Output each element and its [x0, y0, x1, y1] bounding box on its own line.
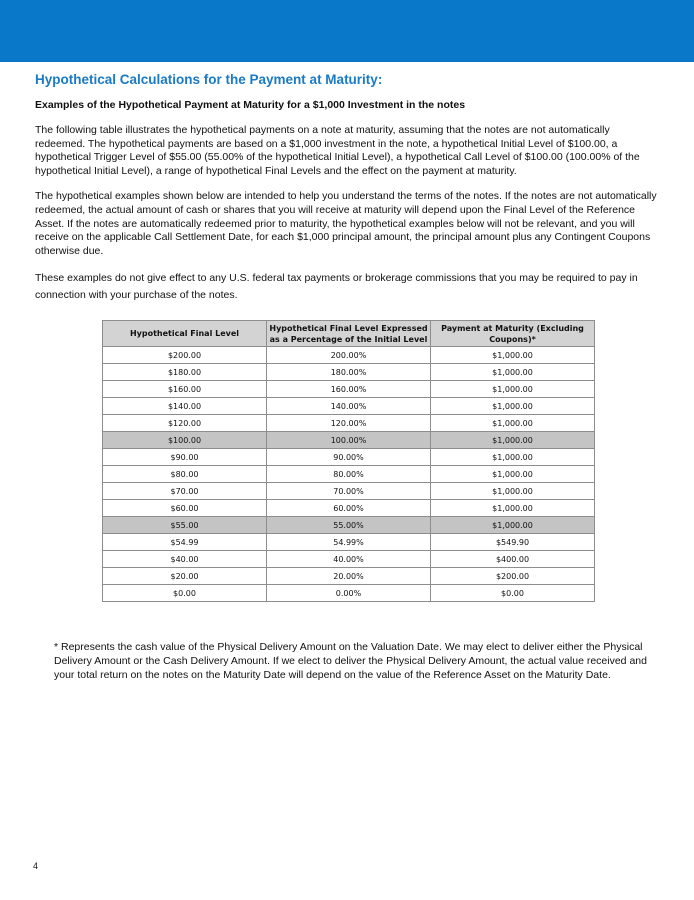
table-row: [103, 398, 595, 415]
cell-final-level: $70.00: [103, 483, 267, 500]
cell-final-level: $120.00: [103, 415, 267, 432]
tax-disclaimer-paragraph: These examples do not give effect to any U.S. federal tax payments or brokerage commissions that you may be required to pay in connection with your purchase of the notes.: [35, 272, 638, 302]
cell-payment: $549.90: [431, 534, 595, 551]
cell-percentage: 54.99%: [267, 534, 431, 551]
cell-final-level: $60.00: [103, 500, 267, 517]
table-row: [103, 449, 595, 466]
header-banner: [0, 0, 694, 62]
footnote: * Represents the cash value of the Physical Delivery Amount on the Valuation Date. We may elect to deliver either the Physical Delivery Amount or the Cash Delivery Amount. If we elect to deliver the Physical Delivery Amount, the actual value received and your total return on the notes on the Maturity Date will depend on the value of the Reference Asset on the Maturity Date.: [54, 641, 647, 682]
cell-payment: $1,000.00: [431, 364, 595, 381]
page-number: 4: [33, 861, 39, 871]
table-row: [103, 534, 595, 551]
cell-final-level: $55.00: [103, 517, 267, 534]
cell-payment: $400.00: [431, 551, 595, 568]
col-header-final-level: Hypothetical Final Level: [103, 321, 267, 347]
cell-percentage: 120.00%: [267, 415, 431, 432]
table-row: [103, 432, 595, 449]
payment-at-maturity-table: [102, 320, 595, 602]
cell-final-level: $80.00: [103, 466, 267, 483]
cell-payment: $1,000.00: [431, 432, 595, 449]
cell-final-level: $40.00: [103, 551, 267, 568]
table-row: [103, 568, 595, 585]
cell-payment: $1,000.00: [431, 398, 595, 415]
cell-payment: $1,000.00: [431, 500, 595, 517]
cell-percentage: 90.00%: [267, 449, 431, 466]
cell-percentage: 80.00%: [267, 466, 431, 483]
table-row: [103, 466, 595, 483]
cell-percentage: 100.00%: [267, 432, 431, 449]
table-row: [103, 517, 595, 534]
cell-payment: $1,000.00: [431, 517, 595, 534]
cell-payment: $1,000.00: [431, 381, 595, 398]
table-row: [103, 347, 595, 364]
cell-percentage: 0.00%: [267, 585, 431, 602]
table-row: [103, 415, 595, 432]
col-header-payment: Payment at Maturity (Excluding Coupons)*: [431, 321, 595, 347]
cell-payment: $1,000.00: [431, 449, 595, 466]
cell-final-level: $180.00: [103, 364, 267, 381]
cell-percentage: 55.00%: [267, 517, 431, 534]
examples-subheading: Examples of the Hypothetical Payment at Maturity for a $1,000 Investment in the notes: [35, 99, 466, 111]
cell-final-level: $20.00: [103, 568, 267, 585]
cell-percentage: 160.00%: [267, 381, 431, 398]
main-content: [35, 72, 659, 310]
examples-paragraph: The hypothetical examples shown below are intended to help you understand the terms of the notes. If the notes are not automatically redeemed, the actual amount of cash or shares that you will receive at maturity will depend upon the Final Level of the Reference Asset. If the notes are automatically redeemed prior to maturity, the hypothetical examples below will not be relevant, and you will receive on the applicable Call Settlement Date, for each $1,000 principal amount, the principal amount plus any Contingent Coupons otherwise due.: [35, 190, 657, 257]
table-row: [103, 381, 595, 398]
table-row: [103, 551, 595, 568]
cell-percentage: 20.00%: [267, 568, 431, 585]
cell-payment: $1,000.00: [431, 466, 595, 483]
cell-final-level: $0.00: [103, 585, 267, 602]
table-body: [103, 347, 595, 602]
cell-percentage: 70.00%: [267, 483, 431, 500]
intro-paragraph: The following table illustrates the hypothetical payments on a note at maturity, assuming that the notes are not automatically redeemed. The hypothetical payments are based on a $1,000 investment in the note, a hypothetical Initial Level of $100.00, a hypothetical Trigger Level of $55.00 (55.00% of the hypothetical Initial Level), a hypothetical Call Level of $100.00 (100.00% of the hypothetical Initial Level), a range of hypothetical Final Levels and the effect on the payment at maturity.: [35, 124, 640, 177]
cell-payment: $1,000.00: [431, 415, 595, 432]
table-row: [103, 364, 595, 381]
table-header-row: [103, 321, 595, 347]
cell-final-level: $140.00: [103, 398, 267, 415]
cell-percentage: 180.00%: [267, 364, 431, 381]
cell-percentage: 40.00%: [267, 551, 431, 568]
cell-percentage: 200.00%: [267, 347, 431, 364]
cell-payment: $200.00: [431, 568, 595, 585]
cell-payment: $1,000.00: [431, 483, 595, 500]
section-title: Hypothetical Calculations for the Payment at Maturity:: [35, 72, 383, 87]
table-row: [103, 483, 595, 500]
cell-final-level: $90.00: [103, 449, 267, 466]
table-row: [103, 500, 595, 517]
table-row: [103, 585, 595, 602]
cell-final-level: $100.00: [103, 432, 267, 449]
col-header-percentage: Hypothetical Final Level Expressed as a Percentage of the Initial Level: [267, 321, 431, 347]
cell-final-level: $54.99: [103, 534, 267, 551]
cell-payment: $0.00: [431, 585, 595, 602]
cell-final-level: $200.00: [103, 347, 267, 364]
cell-percentage: 140.00%: [267, 398, 431, 415]
cell-final-level: $160.00: [103, 381, 267, 398]
cell-percentage: 60.00%: [267, 500, 431, 517]
cell-payment: $1,000.00: [431, 347, 595, 364]
